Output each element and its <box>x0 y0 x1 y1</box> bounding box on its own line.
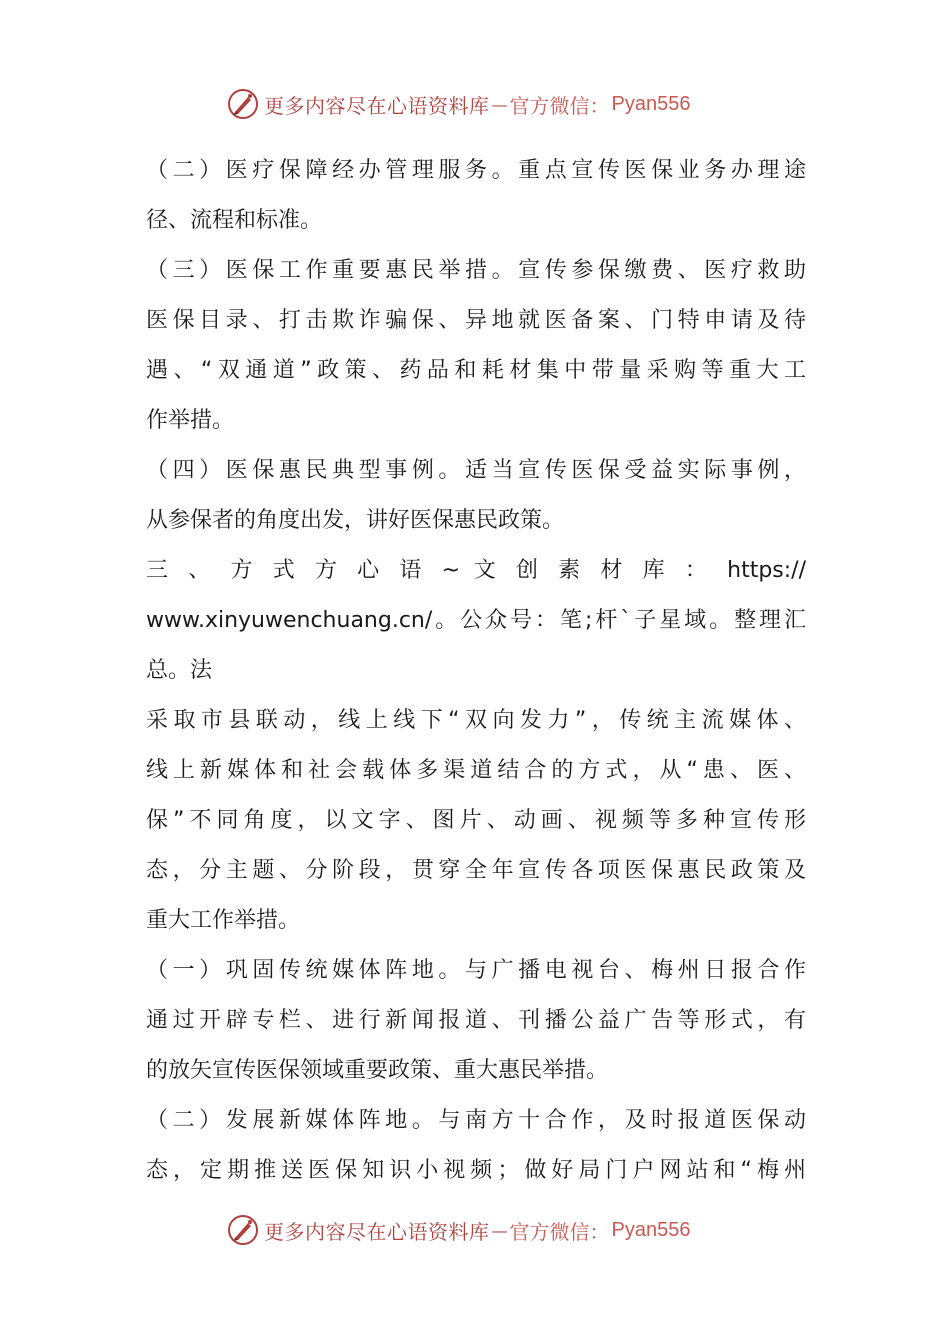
text-line: 保”不同角度，以文字、图片、动画、视频等多种宣传形 <box>146 808 806 833</box>
text-line: 三 、 方 式 方 心 语 ~ 文 创 素 材 库 ： https:// <box>146 558 806 583</box>
text-line: 态，分主题、分阶段，贯穿全年宣传各项医保惠民政策及 <box>146 858 806 883</box>
banner-wechat-label: 官方微信： <box>509 93 610 118</box>
text-line: 医保目录、打击欺诈骗保、异地就医备案、门特申请及待 <box>146 308 806 333</box>
pen-logo-icon <box>226 87 260 121</box>
document-body <box>146 146 806 1196</box>
text-line: 通过开辟专栏、进行新闻报道、刊播公益广告等形式，有 <box>146 1008 806 1033</box>
text-line: 从参保者的角度出发，讲好医保惠民政策。 <box>146 508 565 533</box>
banner-wechat-label: 官方微信： <box>509 1219 610 1244</box>
text-line: 总。法 <box>146 658 213 683</box>
text-line: 线上新媒体和社会载体多渠道结合的方式，从“患、医、 <box>146 758 806 783</box>
text-line: 采取市县联动，线上线下“双向发力”，传统主流媒体、 <box>146 708 806 733</box>
banner-wechat-id: Pyan556 <box>611 1218 691 1241</box>
banner-wechat-id: Pyan556 <box>611 92 691 115</box>
text-line: 径、流程和标准。 <box>146 208 323 233</box>
pen-logo-icon <box>226 1213 260 1247</box>
banner-separator: — <box>491 1220 508 1240</box>
text-line: （一）巩固传统媒体阵地。与广播电视台、梅州日报合作 <box>146 958 806 983</box>
text-line: 重大工作举措。 <box>146 908 301 933</box>
banner-separator: — <box>491 94 508 114</box>
text-line: （二）发展新媒体阵地。与南方十合作，及时报道医保动 <box>146 1108 806 1133</box>
footer-banner <box>226 1212 726 1248</box>
banner-title: 更多内容尽在心语资料库 <box>264 93 490 118</box>
text-line: 态，定期推送医保知识小视频；做好局门户网站和“梅州 <box>146 1158 806 1183</box>
text-line: 作举措。 <box>146 408 235 433</box>
text-line: 的放矢宣传医保领域重要政策、重大惠民举措。 <box>146 1058 609 1083</box>
banner-title: 更多内容尽在心语资料库 <box>264 1219 490 1244</box>
text-line: www.xinyuwenchuang.cn/。公众号：笔;杆`子星域。整理汇 <box>146 608 806 633</box>
text-line: （三）医保工作重要惠民举措。宣传参保缴费、医疗救助 <box>146 258 806 283</box>
header-banner <box>226 86 726 122</box>
text-line: （四）医保惠民典型事例。适当宣传医保受益实际事例， <box>146 458 806 483</box>
text-line: （二）医疗保障经办管理服务。重点宣传医保业务办理途 <box>146 158 806 183</box>
text-line: 遇、“双通道”政策、药品和耗材集中带量采购等重大工 <box>146 358 806 383</box>
